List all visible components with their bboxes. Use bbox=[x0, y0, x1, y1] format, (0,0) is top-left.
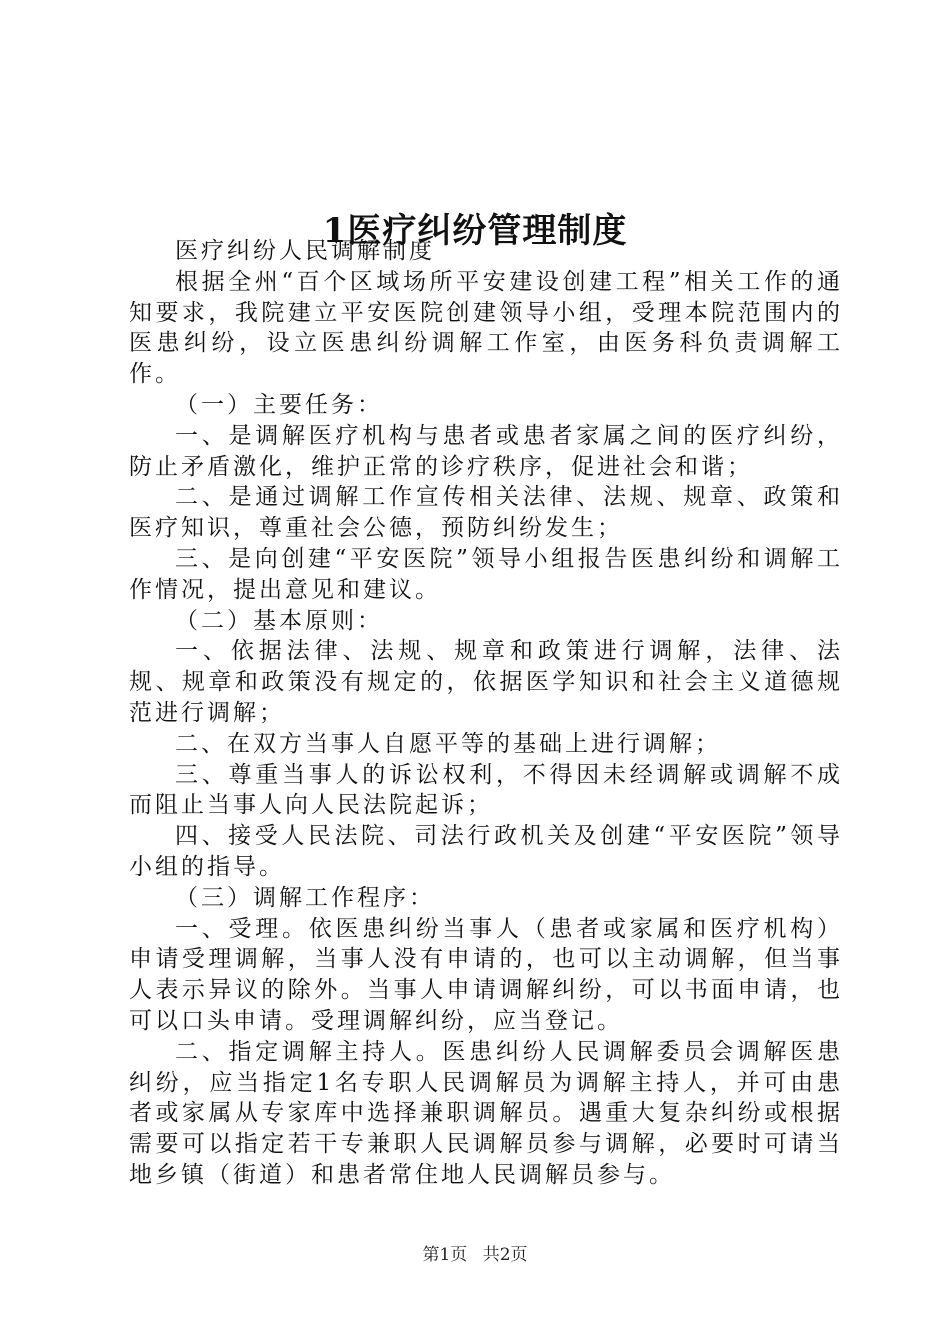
paragraph: 二、指定调解主持人。医患纠纷人民调解委员会调解医患纠纷，应当指定1名专职人民调解员为调解主持人，并可由患者或家属从专家库中选择兼职调解员。遇重大复杂纠纷或根据需要可以指定若干专兼职人民调解员参与调解，必要时可请当地乡镇（街道）和患者常住地人民调解员参与。 bbox=[129, 1038, 843, 1188]
paragraph: 三、是向创建“平安医院”领导小组报告医患纠纷和调解工作情况，提出意见和建议。 bbox=[129, 545, 843, 603]
paragraph: 一、受理。依医患纠纷当事人（患者或家属和医疗机构）申请受理调解，当事人没有申请的，也可以主动调解，但当事人表示异议的除外。当事人申请调解纠纷，可以书面申请，也可以口头申请。受理调解纠纷，应当登记。 bbox=[129, 915, 843, 1034]
paragraph: 一、依据法律、法规、规章和政策进行调解，法律、法规、规章和政策没有规定的，依据医学知识和社会主义道德规范进行调解； bbox=[129, 638, 843, 726]
section-heading-principles: （二）基本原则： bbox=[175, 607, 383, 634]
document-body bbox=[129, 236, 843, 1191]
page-number: 第1页 bbox=[422, 1245, 468, 1265]
paragraph: 三、尊重当事人的诉讼权利，不得因未经调解或调解不成而阻止当事人向人民法院起诉； bbox=[129, 761, 843, 819]
page-footer bbox=[0, 1244, 950, 1266]
page-total: 共2页 bbox=[482, 1245, 528, 1265]
paragraph: 二、是通过调解工作宣传相关法律、法规、规章、政策和医疗知识，尊重社会公德，预防纠纷发生； bbox=[129, 484, 843, 542]
paragraph: 一、是调解医疗机构与患者或患者家属之间的医疗纠纷，防止矛盾激化，维护正常的诊疗秩序，促进社会和谐； bbox=[129, 422, 843, 480]
paragraph: 根据全州“百个区域场所平安建设创建工程”相关工作的通知要求，我院建立平安医院创建领导小组，受理本院范围内的医患纠纷，设立医患纠纷调解工作室，由医务科负责调解工作。 bbox=[129, 268, 843, 388]
section-heading-procedure: （三）调解工作程序： bbox=[175, 884, 435, 911]
paragraph-heading: 医疗纠纷人民调解制度 bbox=[175, 238, 435, 264]
paragraph: 二、在双方当事人自愿平等的基础上进行调解； bbox=[175, 730, 721, 757]
section-heading-tasks: （一）主要任务： bbox=[175, 391, 383, 418]
paragraph: 四、接受人民法院、司法行政机关及创建“平安医院”领导小组的指导。 bbox=[129, 823, 843, 880]
document-title: 1医疗纠纷管理制度 bbox=[322, 210, 628, 251]
